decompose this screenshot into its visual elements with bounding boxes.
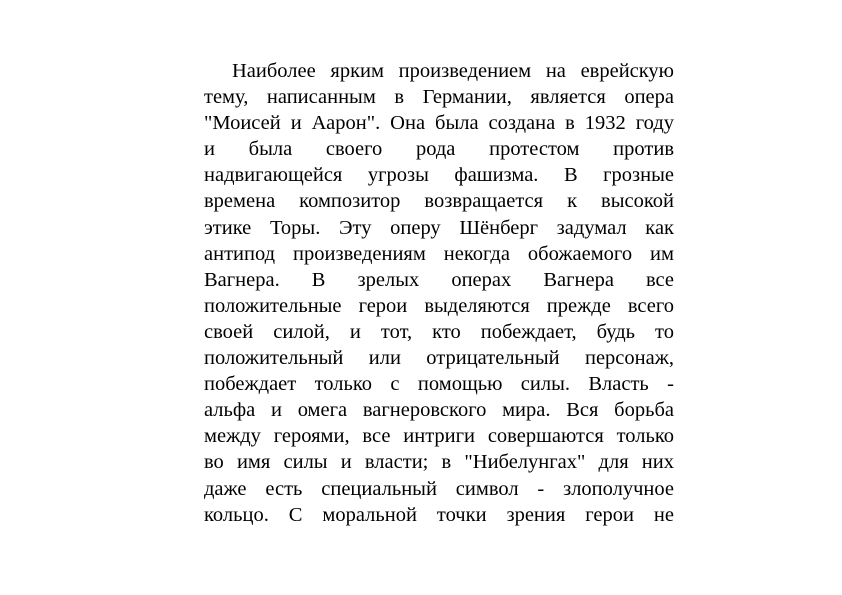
- text-line: и была своего рода протестом против: [204, 138, 674, 161]
- text-line: своей силой, и тот, кто побеждает, будь то: [204, 320, 674, 343]
- text-line: побеждает только с помощью силы. Власть -: [204, 373, 674, 396]
- text-line: "Моисей и Аарон". Она была создана в 1932 году: [204, 112, 674, 135]
- text-line: тему, написанным в Германии, является опера: [204, 86, 674, 109]
- text-line: надвигающейся угрозы фашизма. В грозные: [204, 164, 674, 187]
- body-paragraph: [204, 58, 674, 528]
- text-line: положительный или отрицательный персонаж,: [204, 347, 674, 370]
- text-line: кольцо. С моральной точки зрения герои не: [204, 503, 674, 526]
- text-line: альфа и омега вагнеровского мира. Вся борьба: [204, 399, 674, 422]
- text-line: времена композитор возвращается к высокой: [204, 190, 674, 213]
- text-line: даже есть специальный символ - злополучное: [204, 477, 674, 500]
- text-line: между героями, все интриги совершаются только: [204, 425, 674, 448]
- text-line: антипод произведениям некогда обожаемого им: [204, 242, 674, 265]
- text-line: этике Торы. Эту оперу Шёнберг задумал как: [204, 216, 674, 239]
- text-line: Наиболее ярким произведением на еврейскую: [232, 60, 674, 82]
- text-line: во имя силы и власти; в "Нибелунгах" для них: [204, 451, 674, 474]
- text-line: положительные герои выделяются прежде всего: [204, 294, 674, 317]
- text-line: Вагнера. В зрелых операх Вагнера все: [204, 268, 674, 291]
